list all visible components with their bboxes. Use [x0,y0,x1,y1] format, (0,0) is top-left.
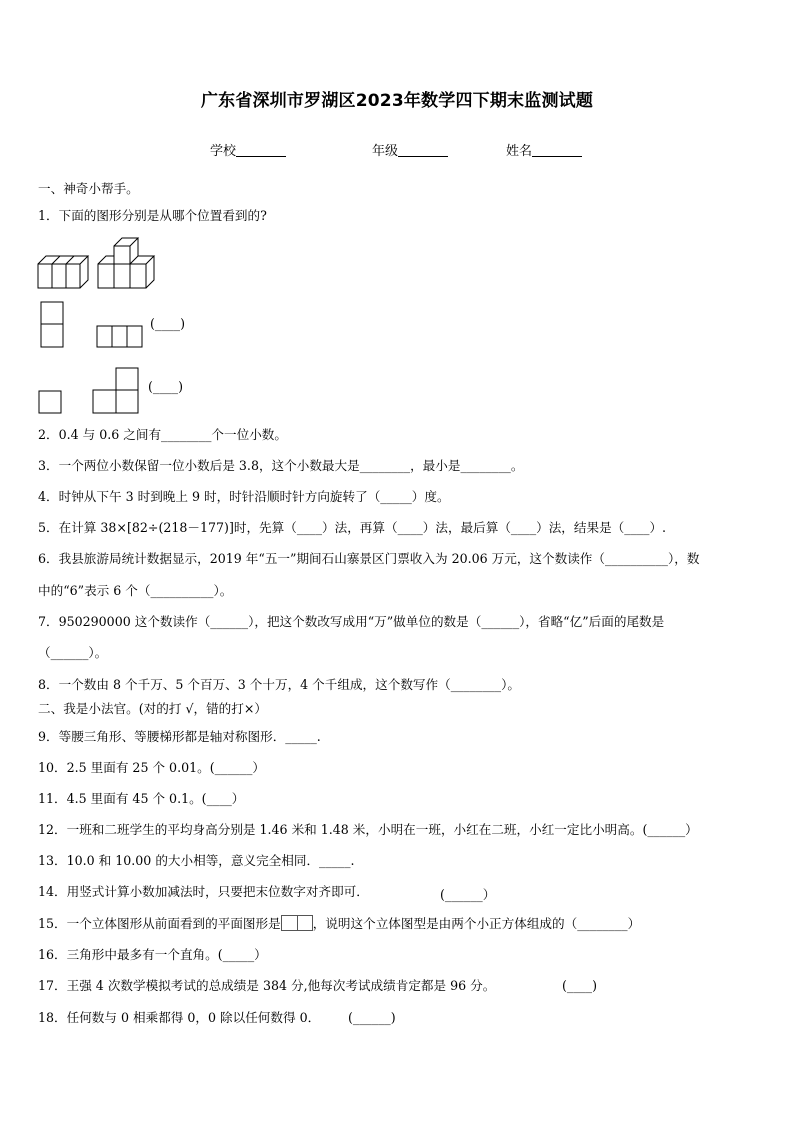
view-three-row [96,325,144,349]
question-10: 10．2.5 里面有 25 个 0.01。(______） [38,760,265,775]
question-5: 5．在计算 38×[82÷(218－177)]时，先算（____）法，再算（____）法，最后算（____）法，结果是（____）. [38,520,667,535]
question-4: 4．时钟从下午 3 时到晚上 9 时，时针沿顺时针方向旋转了（_____）度。 [38,489,450,504]
section-2-heading: 二、我是小法官。(对的打 √，错的打×） [38,701,267,716]
question-17: 17．王强 4 次数学模拟考试的总成绩是 384 分,他每次考试成绩肯定都是 96 分。 [38,978,496,993]
name-field [506,140,582,159]
section-1-heading: 一、神奇小帮手。 [38,181,139,196]
question-6b: 中的“6”表示 6 个（__________）。 [38,583,233,598]
name-label: 姓名 [506,144,533,159]
question-11: 11．4.5 里面有 45 个 0.1。(____） [38,791,245,806]
school-blank[interactable] [236,142,286,157]
question-12: 12．一班和二班学生的平均身高分别是 1.46 米和 1.48 米，小明在一班，小红在二班，小红一定比小明高。(______） [38,822,698,837]
question-9: 9．等腰三角形、等腰梯形都是轴对称图形．_____. [38,729,321,744]
question-15-text-a: 15．一个立体图形从前面看到的平面图形是 [38,916,281,931]
view-two-stacked [40,301,66,349]
answer-1a[interactable]: (____) [150,316,186,331]
school-field [210,140,286,159]
cube-row-figure [36,246,86,292]
view-single [38,390,64,416]
question-6a: 6．我县旅游局统计数据显示，2019 年“五一”期间石山寨景区门票收入为 20.06 万元，这个数读作（__________），数 [38,551,700,566]
name-blank[interactable] [532,142,582,157]
answer-1b[interactable]: (____) [148,379,184,394]
answer-18[interactable]: (______) [348,1010,396,1025]
question-15 [38,915,640,932]
grade-field [372,140,448,159]
two-square-view-icon [281,915,313,931]
grade-label: 年级 [372,144,399,159]
question-18: 18．任何数与 0 相乘都得 0，0 除以任何数得 0． [38,1010,321,1025]
view-l-shape [90,367,140,415]
question-16: 16．三角形中最多有一个直角。(_____） [38,947,267,962]
question-3: 3．一个两位小数保留一位小数后是 3.8，这个小数最大是________，最小是________。 [38,458,524,473]
question-1: 1．下面的图形分别是从哪个位置看到的? [38,208,267,223]
answer-14[interactable]: (______） [440,887,496,902]
question-13: 13．10.0 和 10.00 的大小相等，意义完全相同．_____. [38,853,355,868]
school-label: 学校 [210,144,237,159]
cube-step-figure [94,234,156,292]
question-7b: （______）。 [38,645,108,660]
question-14: 14．用竖式计算小数加减法时，只要把末位数字对齐即可． [38,884,369,899]
page-title: 广东省深圳市罗湖区2023年数学四下期末监测试题 [200,91,594,111]
question-2: 2．0.4 与 0.6 之间有________个一位小数。 [38,427,287,442]
grade-blank[interactable] [398,142,448,157]
answer-17[interactable]: (____) [562,978,598,993]
question-7a: 7．950290000 这个数读作（______），把这个数改写成用“万”做单位的数是（______），省略“亿”后面的尾数是 [38,614,665,629]
question-15-text-b: ，说明这个立体图型是由两个小正方体组成的（________） [312,916,641,931]
question-8: 8．一个数由 8 个千万、5 个百万、3 个十万，4 个千组成，这个数写作（________）。 [38,677,520,692]
